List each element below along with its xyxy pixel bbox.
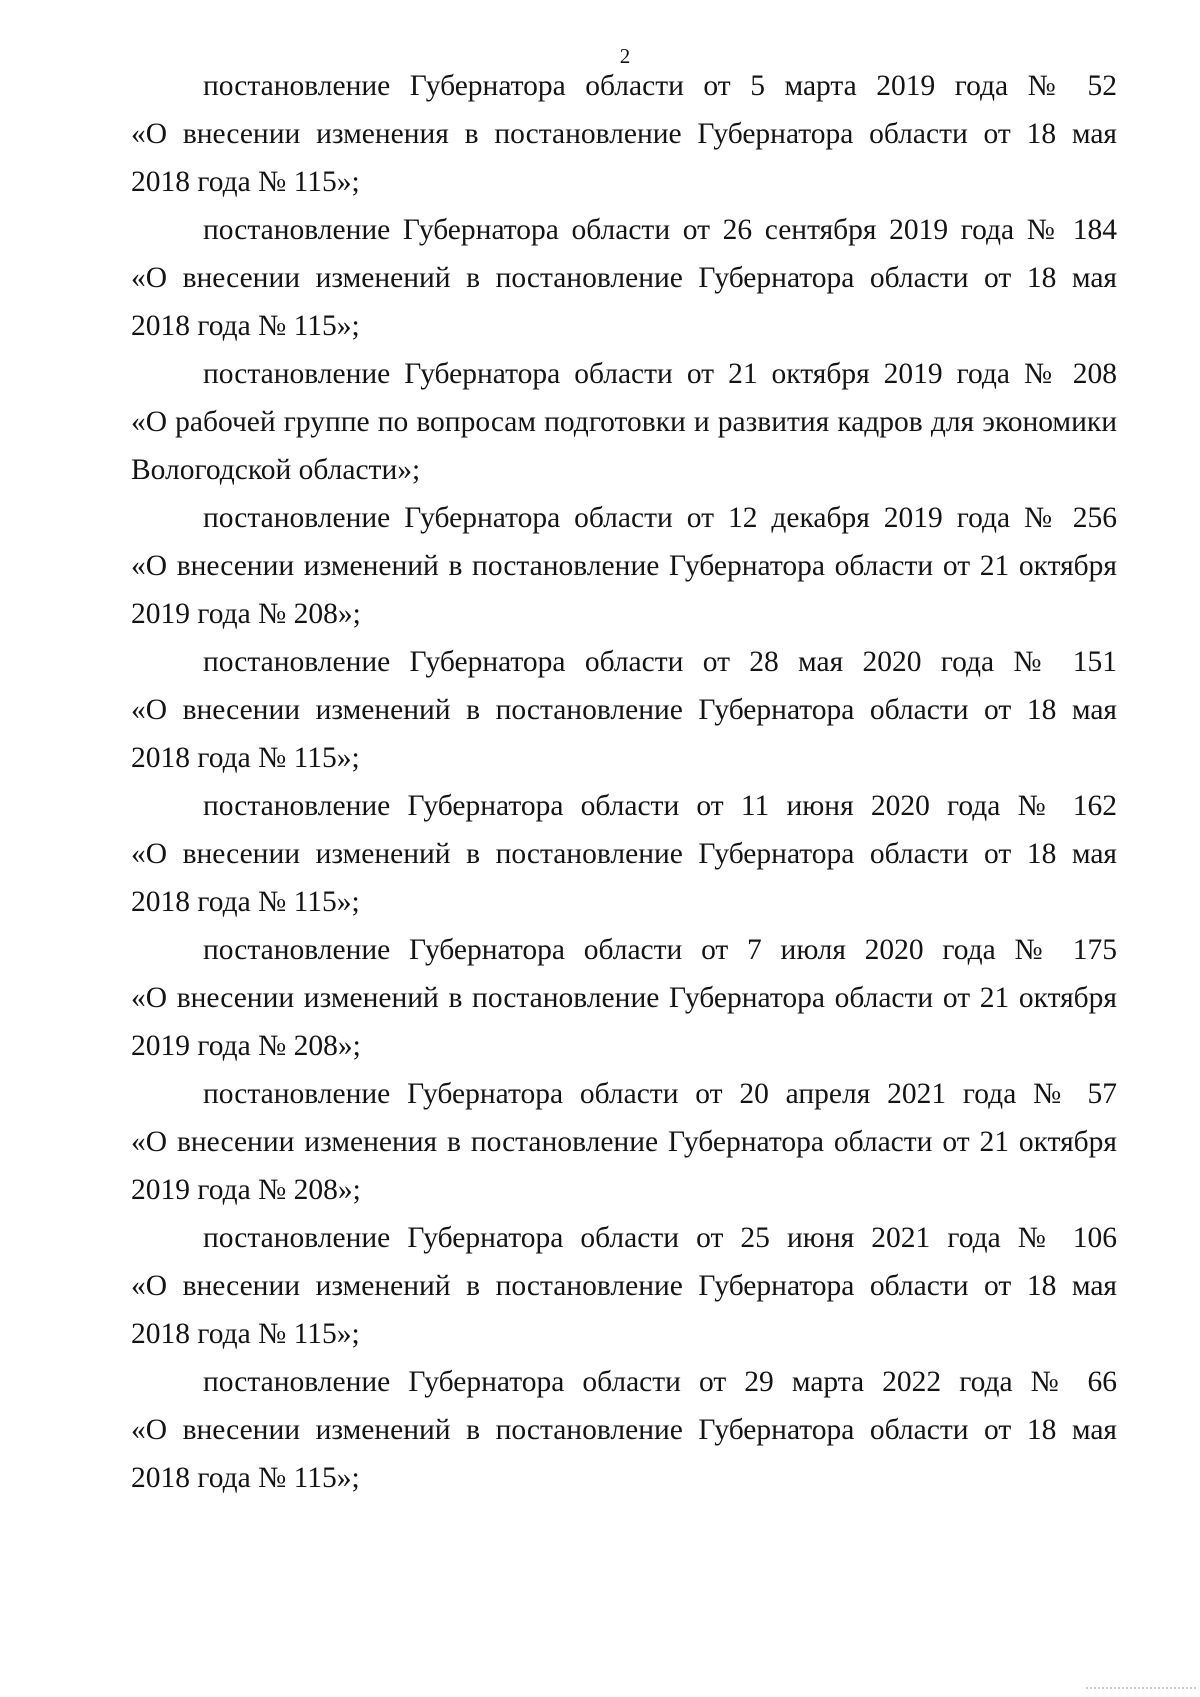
list-item	[131, 1358, 1117, 1502]
entry-line: «О внесении изменений в постановление Губернатора области от 21 октября	[131, 550, 1117, 582]
entry-line: постановление Губернатора области от 25 июня 2021 года № 106	[203, 1222, 1117, 1254]
scan-artifact	[1086, 1687, 1196, 1697]
entry-line: 2018 года № 115»;	[131, 166, 360, 198]
entry-line: «О внесении изменений в постановление Губернатора области от 18 мая	[131, 1414, 1117, 1446]
list-item	[131, 926, 1117, 1070]
entry-line: «О рабочей группе по вопросам подготовки и развития кадров для экономики	[131, 406, 1117, 438]
entry-line: постановление Губернатора области от 5 марта 2019 года № 52	[203, 70, 1117, 102]
entry-line: «О внесении изменений в постановление Губернатора области от 18 мая	[131, 262, 1117, 294]
entry-line: постановление Губернатора области от 20 апреля 2021 года № 57	[203, 1078, 1117, 1110]
entry-line: 2019 года № 208»;	[131, 598, 361, 630]
list-item	[131, 782, 1117, 926]
list-item	[131, 350, 1117, 494]
entry-line: постановление Губернатора области от 29 марта 2022 года № 66	[203, 1366, 1117, 1398]
document-body	[131, 62, 1117, 1502]
entry-line: постановление Губернатора области от 11 июня 2020 года № 162	[203, 790, 1117, 822]
list-item	[131, 1070, 1117, 1214]
entry-line: «О внесении изменения в постановление Губернатора области от 21 октября	[131, 1126, 1117, 1158]
entry-line: постановление Губернатора области от 26 сентября 2019 года № 184	[203, 214, 1117, 246]
entry-line: «О внесении изменений в постановление Губернатора области от 18 мая	[131, 838, 1117, 870]
list-item	[131, 206, 1117, 350]
list-item	[131, 62, 1117, 206]
entry-line: «О внесении изменения в постановление Губернатора области от 18 мая	[131, 118, 1117, 150]
entry-line: постановление Губернатора области от 7 июля 2020 года № 175	[203, 934, 1117, 966]
entry-line: «О внесении изменений в постановление Губернатора области от 18 мая	[131, 694, 1117, 726]
entry-line: «О внесении изменений в постановление Губернатора области от 21 октября	[131, 982, 1117, 1014]
entry-line: «О внесении изменений в постановление Губернатора области от 18 мая	[131, 1270, 1117, 1302]
entry-line: 2018 года № 115»;	[131, 742, 360, 774]
entry-line: 2018 года № 115»;	[131, 310, 360, 342]
list-item	[131, 494, 1117, 638]
entry-line: постановление Губернатора области от 28 мая 2020 года № 151	[203, 646, 1117, 678]
entry-line: 2019 года № 208»;	[131, 1174, 361, 1206]
entry-line: 2018 года № 115»;	[131, 886, 360, 918]
entry-line: 2019 года № 208»;	[131, 1030, 361, 1062]
entry-line: 2018 года № 115»;	[131, 1318, 360, 1350]
list-item	[131, 638, 1117, 782]
entry-line: постановление Губернатора области от 12 декабря 2019 года № 256	[203, 502, 1117, 534]
page-number: 2	[619, 44, 631, 68]
list-item	[131, 1214, 1117, 1358]
entry-line: Вологодской области»;	[131, 454, 421, 486]
entry-line: 2018 года № 115»;	[131, 1462, 360, 1494]
entry-line: постановление Губернатора области от 21 октября 2019 года № 208	[203, 358, 1117, 390]
